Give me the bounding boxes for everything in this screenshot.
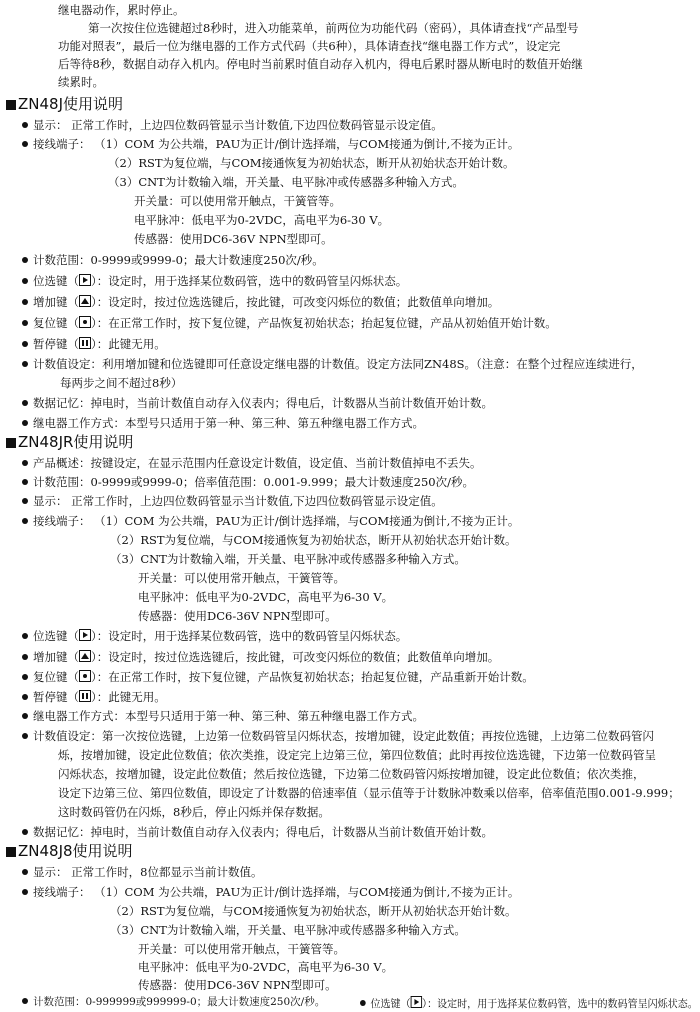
- bullet-icon: [22, 341, 28, 347]
- play-icon: [411, 996, 422, 1008]
- bullet-icon: [22, 654, 28, 660]
- intro-line-2: 第一次按住位选键超过8秒时，进入功能菜单，前两位为功能代码（密码），具体请查找“产品型号: [88, 21, 579, 35]
- s2-wiring-2: （2）RST为复位端，与COM接通恢复为初始状态，断开从初始状态开始计数。: [110, 533, 517, 547]
- s1-level: 电平脉冲：低电平为0-2VDC，高电平为6-30 V。: [134, 213, 390, 227]
- bullet-icon: [22, 733, 28, 739]
- bullet-icon: [360, 1000, 366, 1006]
- s1-wiring-1: 接线端子： （1）COM 为公共端，PAU为正计/倒计选择端，与COM接通为倒计,不接为正计。: [22, 137, 519, 151]
- s2-sensor: 传感器：使用DC6-36V NPN型即可。: [138, 609, 337, 623]
- s2-setting-4: 设定下边第三位、第四位数值，即设定了计数器的倍速率值（显示值等于计数脉冲数乘以倍率，倍率值范围0.001-9.999；: [58, 786, 680, 800]
- s1-pause-key: 暂停键（ ）：此键无用。: [22, 337, 166, 351]
- s1-wiring-3: （3）CNT为计数输入端，开关量、电平脉冲或传感器多种输入方式。: [108, 175, 464, 189]
- s1-range: 计数范围：0-9999或9999-0；最大计数速度250次/秒。: [22, 253, 324, 267]
- up-arrow-icon: [79, 295, 91, 307]
- s3-wiring-2: （2）RST为复位端，与COM接通恢复为初始状态，断开从初始状态开始计数。: [110, 904, 517, 918]
- s2-memory: 数据记忆：掉电时，当前计数值自动存入仪表内；得电后，计数器从当前计数值开始计数。: [22, 825, 493, 839]
- s3-sensor: 传感器：使用DC6-36V NPN型即可。: [138, 978, 337, 992]
- section-title-zn48j: ZN48J使用说明: [6, 95, 123, 113]
- bullet-icon: [22, 829, 28, 835]
- intro-line-5: 续累时。: [58, 75, 104, 89]
- s2-setting-5: 这时数码管仍在闪烁，8秒后，停止闪烁并保存数据。: [58, 805, 330, 819]
- s2-display: 显示： 正常工作时，上边四位数码管显示当计数值,下边四位数码管显示设定值。: [22, 494, 443, 508]
- square-bullet-icon: [6, 438, 16, 448]
- s1-sensor: 传感器：使用DC6-36V NPN型即可。: [134, 232, 333, 246]
- s1-relay: 继电器工作方式：本型号只适用于第一种、第三种、第五种继电器工作方式。: [22, 416, 424, 430]
- s3-switch: 开关量：可以使用常开触点，干簧管等。: [138, 942, 345, 956]
- bullet-icon: [22, 998, 28, 1004]
- bullet-icon: [22, 420, 28, 426]
- s1-switch: 开关量：可以使用常开触点，干簧管等。: [134, 194, 341, 208]
- s1-wiring-2: （2）RST为复位端，与COM接通恢复为初始状态，断开从初始状态开始计数。: [108, 156, 515, 170]
- square-bullet-icon: [6, 100, 16, 110]
- intro-line-3: 功能对照表”，最后一位为继电器的工作方式代码（共6种），具体请查找“继电器工作方式”，设定完: [58, 39, 561, 53]
- s2-setting-2: 烁，按增加键，设定此位数值；依次类推，设定完上边第三位，第四位数值；此时再按位选选键，下边第一位数码管呈: [58, 748, 656, 762]
- s3-range: 计数范围：0-999999或999999-0；最大计数速度250次/秒。: [22, 996, 325, 1008]
- reset-icon: [79, 670, 91, 682]
- s3-display: 显示： 正常工作时，8位都显示当前计数值。: [22, 865, 262, 879]
- bullet-icon: [22, 479, 28, 485]
- s2-relay: 继电器工作方式：本型号只适用于第一种、第三种、第五种继电器工作方式。: [22, 709, 424, 723]
- s2-wiring-3: （3）CNT为计数输入端，开关量、电平脉冲或传感器多种输入方式。: [110, 552, 466, 566]
- bullet-icon: [22, 713, 28, 719]
- s2-setting-1: 计数值设定：第一次按位选键，上边第一位数码管呈闪烁状态，按增加键，设定此数值；再按位选键，上边第二位数码管闪: [22, 729, 654, 743]
- s2-pos-key: 位选键（ ）：设定时，用于选择某位数码管，选中的数码管呈闪烁状态。: [22, 629, 407, 643]
- square-bullet-icon: [6, 847, 16, 857]
- bullet-icon: [22, 889, 28, 895]
- s1-pos-key: 位选键（ ）：设定时，用于选择某位数码管，选中的数码管呈闪烁状态。: [22, 274, 407, 288]
- section-title-zn48jr: ZN48JR使用说明: [6, 433, 133, 451]
- section-title-zn48j8: ZN48J8使用说明: [6, 842, 133, 860]
- s3-wiring-3: （3）CNT为计数输入端，开关量、电平脉冲或传感器多种输入方式。: [110, 923, 466, 937]
- bullet-icon: [22, 674, 28, 680]
- pause-icon: [79, 337, 91, 349]
- bullet-icon: [22, 257, 28, 263]
- bullet-icon: [22, 869, 28, 875]
- s3-level: 电平脉冲：低电平为0-2VDC，高电平为6-30 V。: [138, 960, 394, 974]
- s2-setting-3: 闪烁状态，按增加键，设定此位数值；然后按位选键，下边第二位数码管闪烁按增加键，设定此位数值；依次类推，: [58, 767, 645, 781]
- bullet-icon: [22, 320, 28, 326]
- intro-line-4: 后等待8秒，数据自动存入机内。停电时当前累时值自动存入机内，得电后累时器从断电时的数值开始继: [58, 57, 583, 71]
- s1-setting-2: 每两步之间不超过8秒）: [60, 376, 183, 390]
- s1-memory: 数据记忆：掉电时，当前计数值自动存入仪表内；得电后，计数器从当前计数值开始计数。: [22, 396, 493, 410]
- s3-wiring-1: 接线端子： （1）COM 为公共端，PAU为正计/倒计选择端，与COM接通为倒计,不接为正计。: [22, 885, 519, 899]
- s2-pause-key: 暂停键（ ）：此键无用。: [22, 690, 166, 704]
- intro-line-1: 继电器动作，累时停止。: [58, 3, 185, 17]
- bullet-icon: [22, 361, 28, 367]
- s1-rst-key: 复位键（ ）：在正常工作时，按下复位键，产品恢复初始状态；抬起复位键，产品从初始值开始计数。: [22, 316, 557, 330]
- bullet-icon: [22, 633, 28, 639]
- reset-icon: [79, 316, 91, 328]
- bullet-icon: [22, 498, 28, 504]
- s2-wiring-1: 接线端子： （1）COM 为公共端，PAU为正计/倒计选择端，与COM接通为倒计,不接为正计。: [22, 514, 519, 528]
- bullet-icon: [22, 299, 28, 305]
- bullet-icon: [22, 518, 28, 524]
- s2-rst-key: 复位键（ ）：在正常工作时，按下复位键，产品恢复初始状态；抬起复位键，产品重新开始计数。: [22, 670, 534, 684]
- up-arrow-icon: [79, 650, 91, 662]
- bullet-icon: [22, 122, 28, 128]
- pause-icon: [79, 690, 91, 702]
- bullet-icon: [22, 400, 28, 406]
- bullet-icon: [22, 278, 28, 284]
- play-icon: [79, 629, 91, 641]
- s2-level: 电平脉冲：低电平为0-2VDC，高电平为6-30 V。: [138, 590, 394, 604]
- s2-overview: 产品概述：按键设定，在显示范围内任意设定计数值，设定值、当前计数值掉电不丢失。: [22, 456, 482, 470]
- bullet-icon: [22, 141, 28, 147]
- bullet-icon: [22, 694, 28, 700]
- s1-setting-1: 计数值设定：利用增加键和位选键即可任意设定继电器的计数值。设定方法同ZN48S。（注意：在整个过程应连续进行，: [22, 357, 643, 371]
- s2-inc-key: 增加键（ ）：设定时，按过位选选键后，按此键，可改变闪烁位的数值；此数值单向增加。: [22, 650, 499, 664]
- s3-pos-key: 位选键（ ）：设定时，用于选择某位数码管，选中的数码管呈闪烁状态。: [360, 996, 698, 1010]
- s2-range: 计数范围：0-9999或9999-0；倍率值范围：0.001-9.999；最大计数速度250次/秒。: [22, 475, 474, 489]
- play-icon: [79, 274, 91, 286]
- bullet-icon: [22, 460, 28, 466]
- s1-inc-key: 增加键（ ）：设定时，按过位选选键后，按此键，可改变闪烁位的数值；此数值单向增加。: [22, 295, 499, 309]
- s2-switch: 开关量：可以使用常开触点，干簧管等。: [138, 571, 345, 585]
- s1-display: 显示： 正常工作时，上边四位数码管显示当计数值,下边四位数码管显示设定值。: [22, 118, 443, 132]
